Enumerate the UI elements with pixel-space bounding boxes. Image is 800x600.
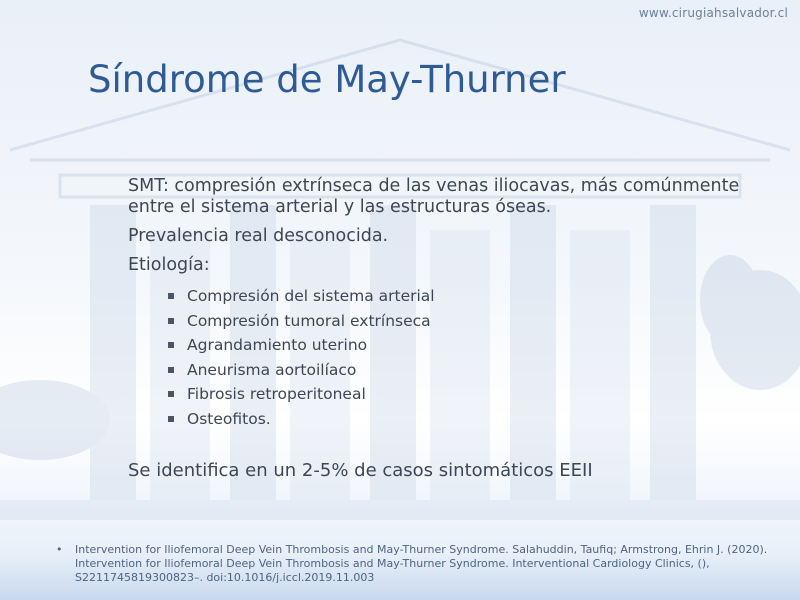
list-item-text: Compresión tumoral extrínseca [187,311,431,330]
square-bullet-icon [168,293,174,299]
definition-paragraph: SMT: compresión extrínseca de las venas iliocavas, más comúnmente entre el sistema arterial y las estructuras óseas. [128,176,740,217]
square-bullet-icon [168,416,174,422]
reference-bullet: • [56,543,63,556]
list-item [164,309,778,334]
website-url: www.cirugiahsalvador.cl [638,6,788,20]
square-bullet-icon [168,318,174,324]
etiology-list [164,284,778,432]
list-item-text: Agrandamiento uterino [187,336,368,355]
reference-line-2: Intervention for Iliofemoral Deep Vein Thrombosis and May-Thurner Syndrome. Interventional Cardiology Clinics, (), [75,557,710,570]
list-item [164,333,778,358]
list-item-text: Aneurisma aortoilíaco [187,360,357,379]
reference-block [56,543,776,585]
prevalence-paragraph: Prevalencia real desconocida. [128,226,389,246]
slide-content [128,176,778,432]
list-item-text: Compresión del sistema arterial [187,287,435,305]
reference-line-1: Intervention for Iliofemoral Deep Vein Thrombosis and May-Thurner Syndrome. Salahuddin, Taufiq; Armstrong, Ehrin J. (2020). [75,543,768,556]
slide-title: Síndrome de May-Thurner [88,58,566,101]
etiology-heading: Etiología: [128,255,210,275]
list-item [164,358,778,383]
list-item [164,407,778,432]
square-bullet-icon [168,391,174,397]
list-item-text: Osteofitos. [187,409,271,428]
square-bullet-icon [168,342,174,348]
list-item [164,382,778,407]
reference-line-3: S2211745819300823–. doi:10.1016/j.iccl.2019.11.003 [75,571,375,584]
closing-statement: Se identifica en un 2-5% de casos sintomáticos EEII [128,460,593,481]
square-bullet-icon [168,367,174,373]
list-item [164,284,778,309]
list-item-text: Fibrosis retroperitoneal [187,385,366,404]
